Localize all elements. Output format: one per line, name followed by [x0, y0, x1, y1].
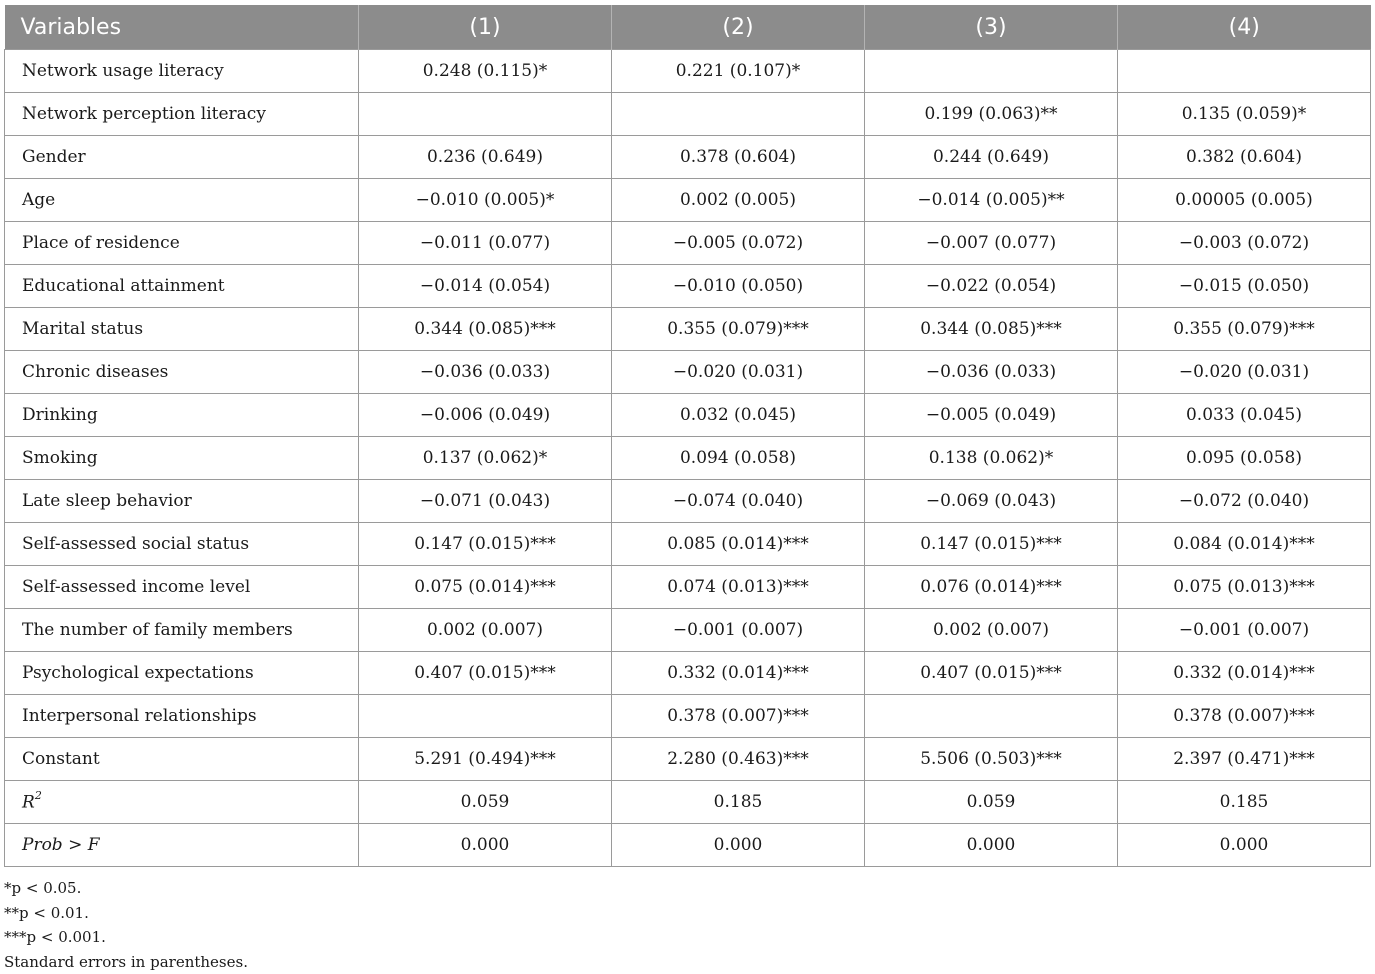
- cell: 0.407 (0.015)***: [359, 652, 612, 695]
- table-row: [5, 394, 1371, 437]
- regression-table: [4, 5, 1371, 867]
- table-row: [5, 738, 1371, 781]
- row-label: Network usage literacy: [5, 50, 359, 93]
- cell: −0.074 (0.040): [612, 480, 865, 523]
- cell: −0.036 (0.033): [865, 351, 1118, 394]
- cell: 0.00005 (0.005): [1118, 179, 1371, 222]
- table-row: [5, 351, 1371, 394]
- cell: [612, 93, 865, 136]
- cell: 0.074 (0.013)***: [612, 566, 865, 609]
- cell: 0.355 (0.079)***: [612, 308, 865, 351]
- header-model-2: (2): [612, 5, 865, 50]
- header-row: [5, 5, 1371, 50]
- cell: 0.199 (0.063)**: [865, 93, 1118, 136]
- cell: 2.397 (0.471)***: [1118, 738, 1371, 781]
- row-label: Drinking: [5, 394, 359, 437]
- cell: [865, 695, 1118, 738]
- cell: 0.378 (0.007)***: [612, 695, 865, 738]
- row-label: Place of residence: [5, 222, 359, 265]
- cell: 0.033 (0.045): [1118, 394, 1371, 437]
- r-squared-base: R: [22, 792, 35, 813]
- header-model-4: (4): [1118, 5, 1371, 50]
- cell: 0.002 (0.005): [612, 179, 865, 222]
- cell: 0.075 (0.013)***: [1118, 566, 1371, 609]
- cell: 0.147 (0.015)***: [359, 523, 612, 566]
- cell: 2.280 (0.463)***: [612, 738, 865, 781]
- cell: −0.006 (0.049): [359, 394, 612, 437]
- cell: 0.075 (0.014)***: [359, 566, 612, 609]
- cell: 0.185: [612, 781, 865, 824]
- cell: 0.407 (0.015)***: [865, 652, 1118, 695]
- table-row: [5, 265, 1371, 308]
- row-label: The number of family members: [5, 609, 359, 652]
- row-label: Late sleep behavior: [5, 480, 359, 523]
- table-row: [5, 437, 1371, 480]
- cell: 0.135 (0.059)*: [1118, 93, 1371, 136]
- cell: 0.000: [359, 824, 612, 867]
- footnote: **p < 0.01.: [4, 903, 89, 922]
- row-label: Constant: [5, 738, 359, 781]
- cell: 0.332 (0.014)***: [1118, 652, 1371, 695]
- table-row: [5, 308, 1371, 351]
- cell: 0.344 (0.085)***: [359, 308, 612, 351]
- row-label: Age: [5, 179, 359, 222]
- cell: 0.236 (0.649): [359, 136, 612, 179]
- table-row: [5, 136, 1371, 179]
- cell: 0.085 (0.014)***: [612, 523, 865, 566]
- header-model-1: (1): [359, 5, 612, 50]
- cell: [359, 695, 612, 738]
- regression-table-container: [4, 5, 1370, 867]
- cell: −0.036 (0.033): [359, 351, 612, 394]
- cell: 0.378 (0.604): [612, 136, 865, 179]
- table-row: [5, 609, 1371, 652]
- cell: −0.022 (0.054): [865, 265, 1118, 308]
- prob-f-label: Prob > F: [5, 824, 359, 867]
- footnote: Standard errors in parentheses.: [4, 952, 248, 971]
- table-row: [5, 179, 1371, 222]
- cell: −0.015 (0.050): [1118, 265, 1371, 308]
- cell: 0.138 (0.062)*: [865, 437, 1118, 480]
- cell: 0.221 (0.107)*: [612, 50, 865, 93]
- cell: 0.244 (0.649): [865, 136, 1118, 179]
- cell: 0.332 (0.014)***: [612, 652, 865, 695]
- cell: −0.005 (0.049): [865, 394, 1118, 437]
- cell: −0.010 (0.005)*: [359, 179, 612, 222]
- row-label: Self-assessed income level: [5, 566, 359, 609]
- cell: 0.084 (0.014)***: [1118, 523, 1371, 566]
- cell: 0.147 (0.015)***: [865, 523, 1118, 566]
- header-variables: Variables: [5, 5, 359, 50]
- table-row: [5, 222, 1371, 265]
- table-row: [5, 523, 1371, 566]
- cell: 0.378 (0.007)***: [1118, 695, 1371, 738]
- cell: 0.000: [865, 824, 1118, 867]
- cell: 0.344 (0.085)***: [865, 308, 1118, 351]
- table-body: [5, 50, 1371, 867]
- cell: −0.001 (0.007): [612, 609, 865, 652]
- row-label: Gender: [5, 136, 359, 179]
- cell: 5.291 (0.494)***: [359, 738, 612, 781]
- cell: −0.020 (0.031): [1118, 351, 1371, 394]
- header-model-3: (3): [865, 5, 1118, 50]
- row-label: Psychological expectations: [5, 652, 359, 695]
- cell: 0.382 (0.604): [1118, 136, 1371, 179]
- cell: 0.032 (0.045): [612, 394, 865, 437]
- cell: −0.014 (0.054): [359, 265, 612, 308]
- cell: [865, 50, 1118, 93]
- footnote: *p < 0.05.: [4, 879, 82, 897]
- cell: −0.003 (0.072): [1118, 222, 1371, 265]
- cell: 0.076 (0.014)***: [865, 566, 1118, 609]
- row-label: Marital status: [5, 308, 359, 351]
- cell: [359, 93, 612, 136]
- r-squared-row: [5, 781, 1371, 824]
- cell: 0.355 (0.079)***: [1118, 308, 1371, 351]
- cell: −0.010 (0.050): [612, 265, 865, 308]
- table-row: [5, 652, 1371, 695]
- cell: 0.000: [1118, 824, 1371, 867]
- cell: −0.072 (0.040): [1118, 480, 1371, 523]
- cell: 0.002 (0.007): [359, 609, 612, 652]
- row-label: Self-assessed social status: [5, 523, 359, 566]
- cell: −0.069 (0.043): [865, 480, 1118, 523]
- footnote: ***p < 0.001.: [4, 928, 106, 946]
- row-label: Interpersonal relationships: [5, 695, 359, 738]
- cell: 0.185: [1118, 781, 1371, 824]
- cell: −0.011 (0.077): [359, 222, 612, 265]
- table-row: [5, 480, 1371, 523]
- cell: −0.014 (0.005)**: [865, 179, 1118, 222]
- table-footnotes: [4, 876, 248, 974]
- row-label: Educational attainment: [5, 265, 359, 308]
- cell: −0.020 (0.031): [612, 351, 865, 394]
- table-row: [5, 50, 1371, 93]
- cell: 0.000: [612, 824, 865, 867]
- table-row: [5, 695, 1371, 738]
- r-squared-label: [5, 781, 359, 824]
- cell: 0.137 (0.062)*: [359, 437, 612, 480]
- cell: −0.007 (0.077): [865, 222, 1118, 265]
- row-label: Chronic diseases: [5, 351, 359, 394]
- cell: −0.001 (0.007): [1118, 609, 1371, 652]
- cell: −0.005 (0.072): [612, 222, 865, 265]
- cell: 0.002 (0.007): [865, 609, 1118, 652]
- cell: −0.071 (0.043): [359, 480, 612, 523]
- table-row: [5, 93, 1371, 136]
- cell: 0.095 (0.058): [1118, 437, 1371, 480]
- cell: 0.094 (0.058): [612, 437, 865, 480]
- prob-f-row: [5, 824, 1371, 867]
- cell: [1118, 50, 1371, 93]
- r-squared-sup: 2: [34, 789, 42, 803]
- cell: 0.059: [865, 781, 1118, 824]
- cell: 0.248 (0.115)*: [359, 50, 612, 93]
- row-label: Smoking: [5, 437, 359, 480]
- row-label: Network perception literacy: [5, 93, 359, 136]
- table-row: [5, 566, 1371, 609]
- cell: 5.506 (0.503)***: [865, 738, 1118, 781]
- cell: 0.059: [359, 781, 612, 824]
